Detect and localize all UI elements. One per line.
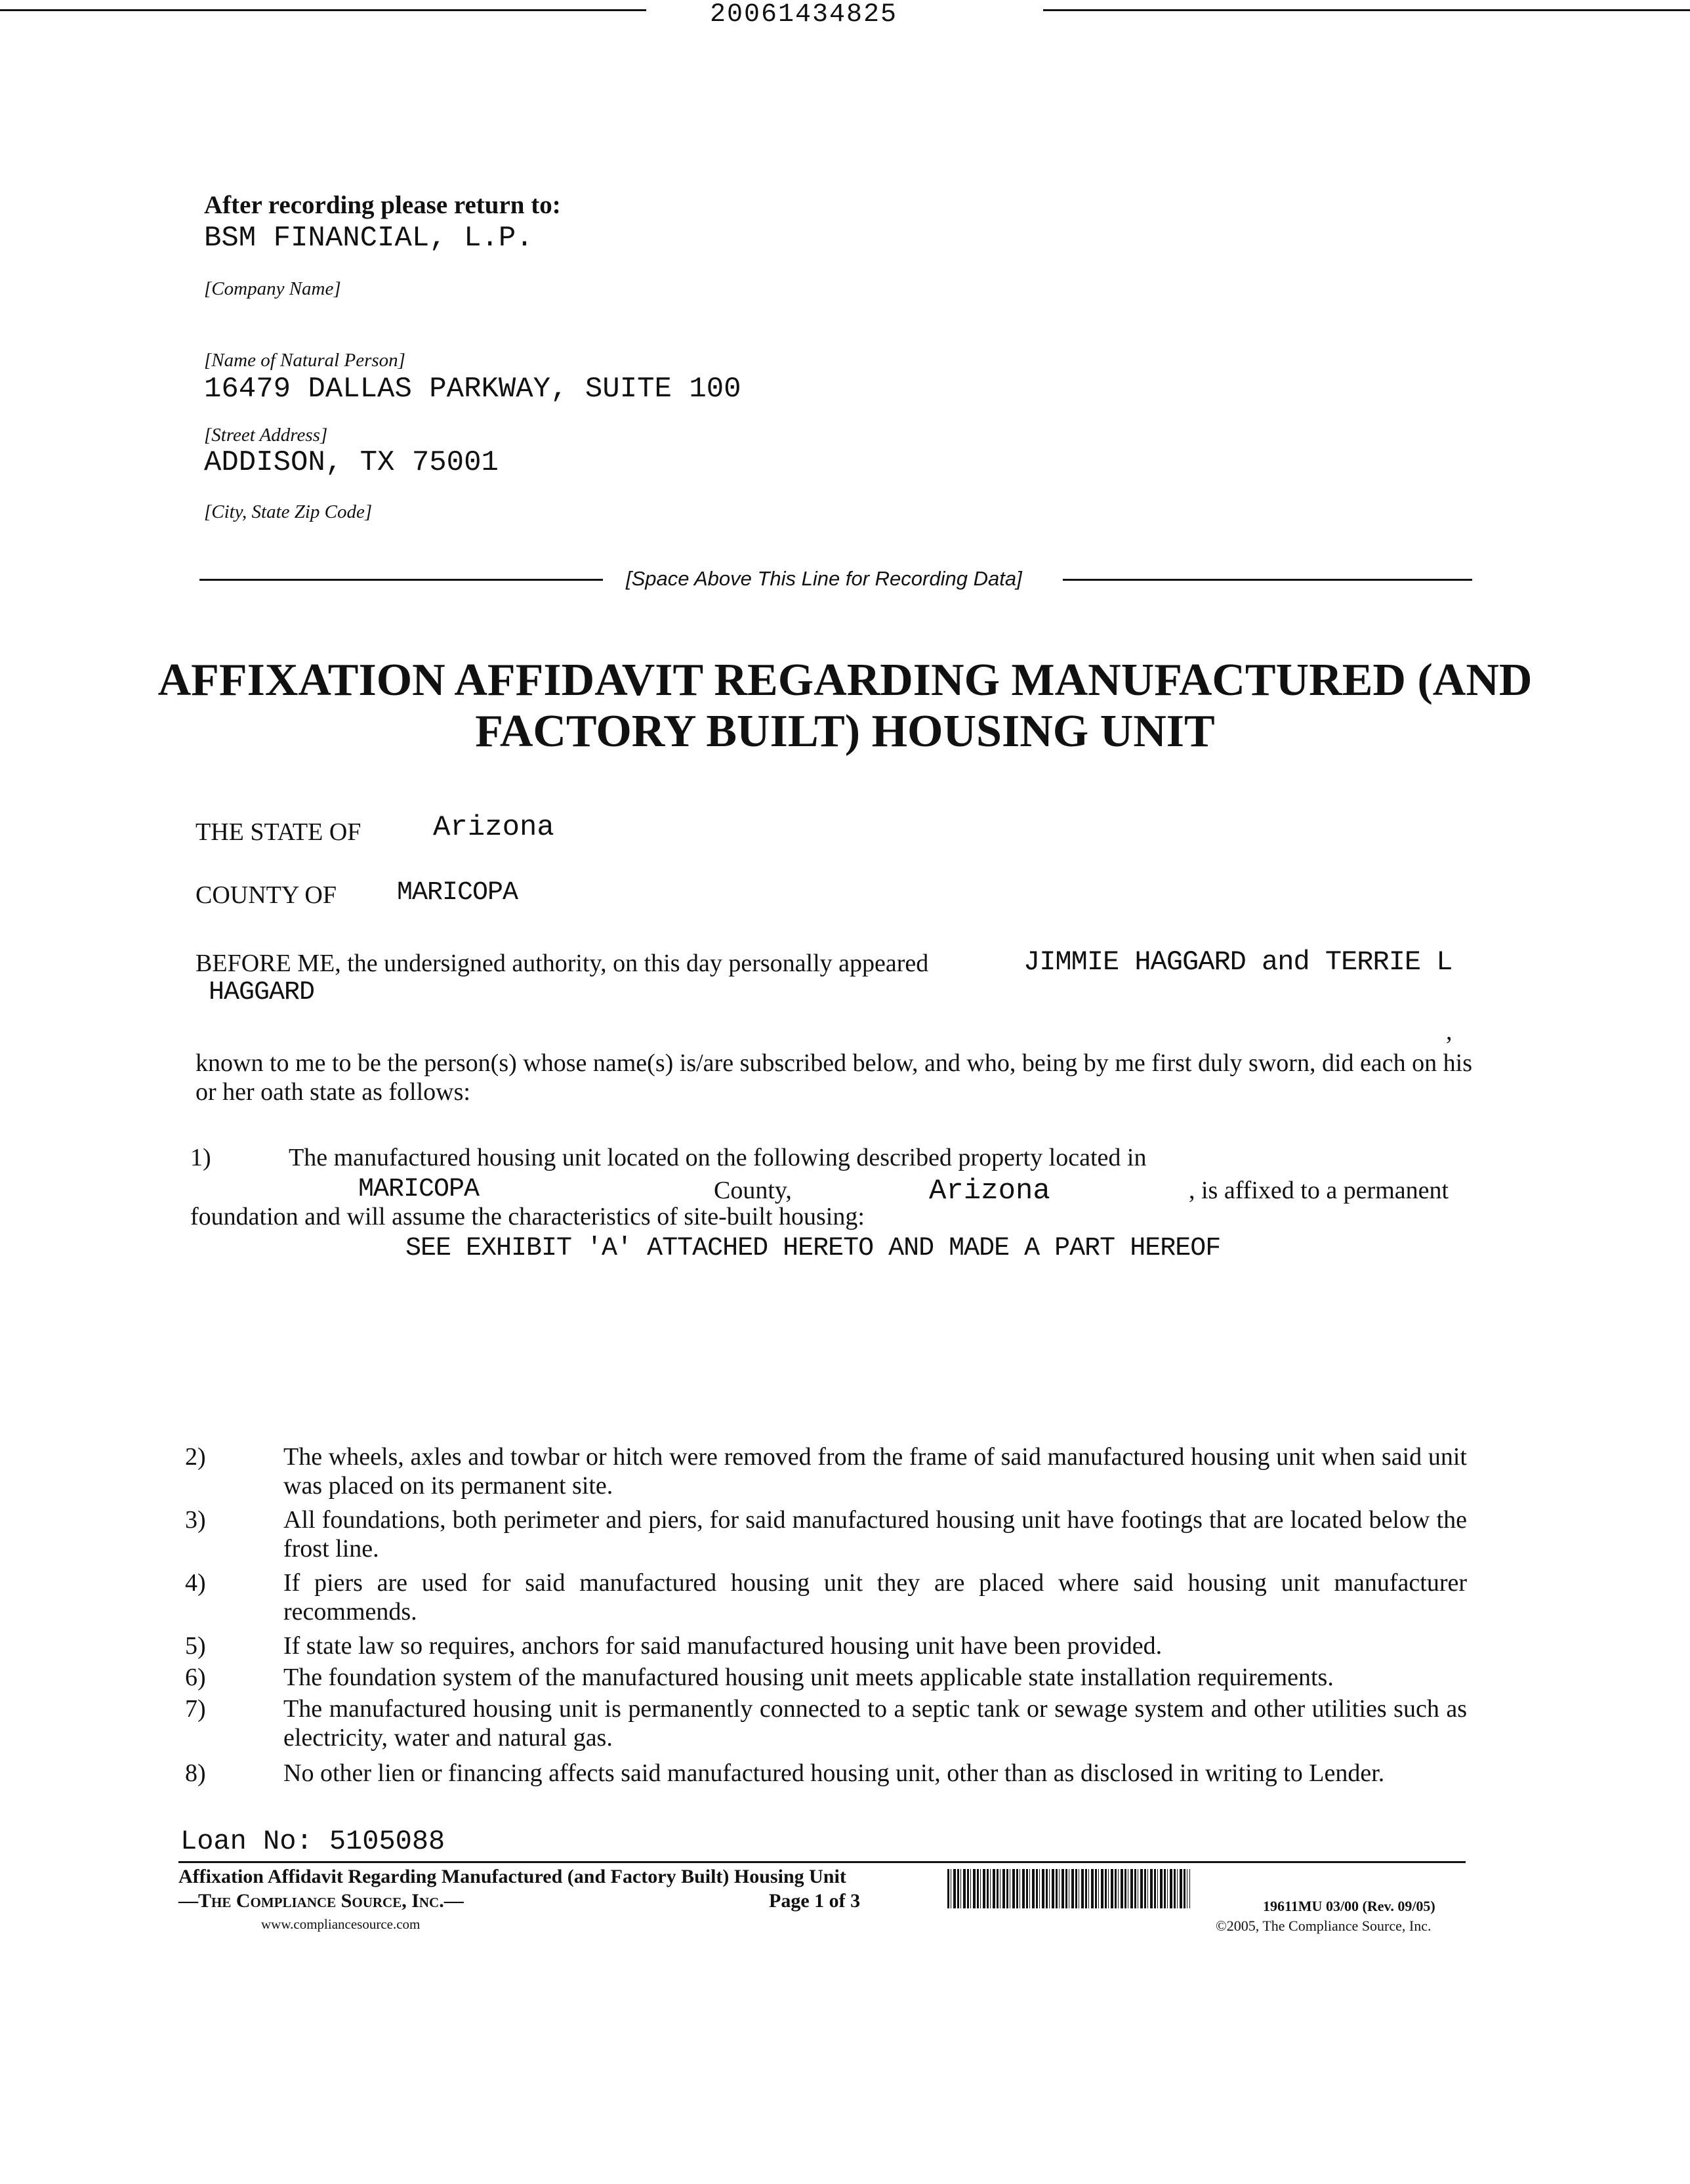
company-name-value: BSM FINANCIAL, L.P. bbox=[204, 222, 533, 255]
item-7-text: The manufactured housing unit is permanently connected to a septic tank or sewage system and other utilities such as electricity, water and natural gas. bbox=[283, 1695, 1467, 1752]
street-address-caption: [Street Address] bbox=[204, 425, 328, 446]
footer-form-number: 19611MU 03/00 (Rev. 09/05) bbox=[1263, 1898, 1435, 1914]
document-title: AFFIXATION AFFIDAVIT REGARDING MANUFACTURED (AND FACTORY BUILT) HOUSING UNIT bbox=[157, 655, 1533, 757]
state-value: Arizona bbox=[433, 811, 554, 844]
top-rule-right bbox=[1043, 9, 1690, 11]
item-1-county-word: County, bbox=[714, 1177, 792, 1204]
recording-rule-right bbox=[1063, 579, 1472, 581]
item-1-text-a: The manufactured housing unit located on the following described property located in bbox=[289, 1144, 1147, 1171]
item-1-text-b: , is affixed to a permanent bbox=[1189, 1177, 1449, 1204]
company-name-caption: [Company Name] bbox=[204, 278, 341, 299]
city-state-zip-caption: [City, State Zip Code] bbox=[204, 501, 373, 522]
appeared-names-line2: HAGGARD bbox=[209, 978, 315, 1007]
street-address-value: 16479 DALLAS PARKWAY, SUITE 100 bbox=[204, 373, 741, 406]
footer-copyright: ©2005, The Compliance Source, Inc. bbox=[1216, 1918, 1432, 1934]
item-4-number: 4) bbox=[185, 1569, 206, 1597]
loan-number: Loan No: 5105088 bbox=[180, 1826, 445, 1857]
county-value: MARICOPA bbox=[397, 878, 518, 908]
appeared-names-line1: JIMMIE HAGGARD and TERRIE L bbox=[1023, 946, 1453, 978]
item-3-number: 3) bbox=[185, 1506, 206, 1534]
item-1-county-fill: MARICOPA bbox=[358, 1175, 480, 1204]
state-label: THE STATE OF bbox=[196, 818, 361, 846]
known-to-me-paragraph: known to me to be the person(s) whose name(s) is/are subscribed below, and who, being by me first duly sworn, did each on his or her oath state as follows: bbox=[196, 1049, 1472, 1106]
footer-rule bbox=[178, 1861, 1466, 1863]
item-1-state-fill: Arizona bbox=[929, 1175, 1050, 1208]
stray-comma: , bbox=[1446, 1018, 1453, 1045]
item-1-number: 1) bbox=[190, 1144, 211, 1171]
footer-company: —The Compliance Source, Inc.— bbox=[178, 1890, 464, 1912]
before-me-text: BEFORE ME, the undersigned authority, on this day personally appeared bbox=[196, 950, 929, 977]
item-8-number: 8) bbox=[185, 1759, 206, 1787]
item-3-text: All foundations, both perimeter and piers, for said manufactured housing unit have footings that are located below the frost line. bbox=[283, 1506, 1467, 1563]
return-to-label: After recording please return to: bbox=[204, 191, 561, 219]
natural-person-caption: [Name of Natural Person] bbox=[204, 350, 405, 371]
item-1-text-c: foundation and will assume the characteristics of site-built housing: bbox=[190, 1203, 865, 1230]
barcode-image bbox=[947, 1869, 1190, 1908]
item-5-number: 5) bbox=[185, 1632, 206, 1660]
item-8-text: No other lien or financing affects said manufactured housing unit, other than as disclosed in writing to Lender. bbox=[283, 1759, 1385, 1787]
item-5-text: If state law so requires, anchors for said manufactured housing unit have been provided. bbox=[283, 1632, 1163, 1660]
recording-space-label: [Space Above This Line for Recording Data] bbox=[626, 567, 1022, 590]
top-rule-left bbox=[0, 9, 646, 11]
item-2-number: 2) bbox=[185, 1443, 206, 1471]
item-6-number: 6) bbox=[185, 1664, 206, 1691]
footer-url: www.compliancesource.com bbox=[261, 1916, 421, 1932]
footer-page-number: Page 1 of 3 bbox=[769, 1890, 861, 1912]
item-6-text: The foundation system of the manufactured housing unit meets applicable state installation requirements. bbox=[283, 1664, 1334, 1691]
item-1-exhibit: SEE EXHIBIT 'A' ATTACHED HERETO AND MADE A PART HEREOF bbox=[405, 1234, 1221, 1263]
item-4-text: If piers are used for said manufactured housing unit they are placed where said housing unit manufacturer recommends. bbox=[283, 1569, 1467, 1626]
item-7-number: 7) bbox=[185, 1695, 206, 1723]
city-state-zip-value: ADDISON, TX 75001 bbox=[204, 446, 499, 479]
document-number: 20061434825 bbox=[710, 0, 898, 30]
county-label: COUNTY OF bbox=[196, 881, 337, 909]
recording-rule-left bbox=[199, 579, 603, 581]
item-2-text: The wheels, axles and towbar or hitch were removed from the frame of said manufactured housing unit when said unit was placed on its permanent site. bbox=[283, 1443, 1467, 1500]
footer-title: Affixation Affidavit Regarding Manufactured (and Factory Built) Housing Unit bbox=[178, 1866, 846, 1887]
